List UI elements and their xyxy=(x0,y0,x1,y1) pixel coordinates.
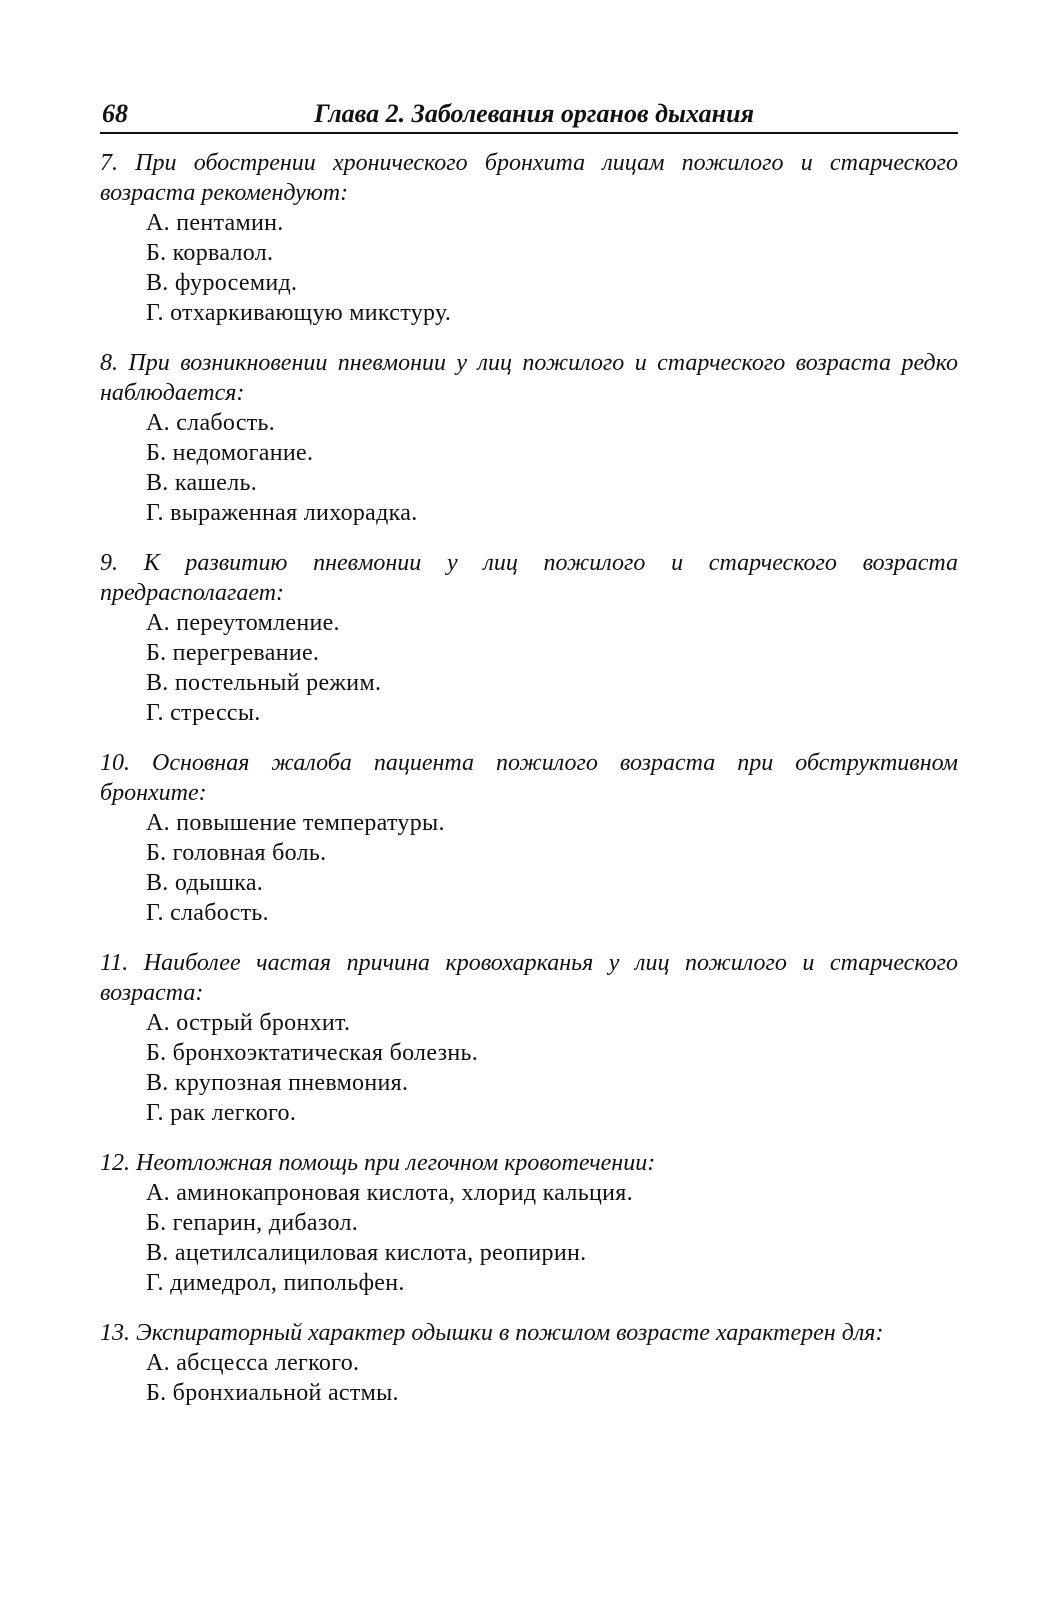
answer-option: Б. недомогание. xyxy=(146,440,314,466)
answer-option: Г. рак легкого. xyxy=(146,1100,297,1126)
answer-option: Б. корвалол. xyxy=(146,240,274,266)
page-number: 68 xyxy=(102,99,128,128)
answer-option: Б. гепарин, дибазол. xyxy=(146,1210,359,1236)
answer-option: А. переутомление. xyxy=(146,610,340,636)
question-list xyxy=(100,148,958,1408)
answer-option: В. кашель. xyxy=(146,470,258,496)
answer-options xyxy=(100,1008,958,1128)
answer-option: А. слабость. xyxy=(146,410,276,436)
question-11 xyxy=(100,948,958,1128)
answer-options xyxy=(100,1178,958,1298)
question-10 xyxy=(100,748,958,928)
answer-option: Б. перегревание. xyxy=(146,640,320,666)
question-13 xyxy=(100,1318,958,1408)
answer-option: Б. бронхоэктатическая болезнь. xyxy=(146,1040,479,1066)
answer-options xyxy=(100,408,958,528)
answer-option: В. одышка. xyxy=(146,870,264,896)
answer-options xyxy=(100,1348,958,1408)
answer-option: Г. слабость. xyxy=(146,900,269,926)
question-text: 8. При возникновении пневмонии у лиц пожилого и старческого возраста редко наблюдается: xyxy=(100,350,958,406)
running-header xyxy=(100,96,958,134)
answer-option: Г. отхаркивающую микстуру. xyxy=(146,300,452,326)
question-7 xyxy=(100,148,958,328)
answer-option: В. крупозная пневмония. xyxy=(146,1070,409,1096)
answer-options xyxy=(100,208,958,328)
answer-option: А. пентамин. xyxy=(146,210,284,236)
answer-option: В. ацетилсалициловая кислота, реопирин. xyxy=(146,1240,587,1266)
answer-option: А. повышение температуры. xyxy=(146,810,445,836)
question-9 xyxy=(100,548,958,728)
question-text: 11. Наиболее частая причина кровохарканья у лиц пожилого и старческого возраста: xyxy=(100,950,958,1006)
answer-option: В. постельный режим. xyxy=(146,670,382,696)
answer-option: Б. бронхиальной астмы. xyxy=(146,1380,399,1406)
question-text: 12. Неотложная помощь при легочном кровотечении: xyxy=(100,1150,656,1176)
answer-option: А. аминокапроновая кислота, хлорид кальция. xyxy=(146,1180,633,1206)
answer-option: Б. головная боль. xyxy=(146,840,327,866)
answer-option: В. фуросемид. xyxy=(146,270,298,296)
question-text: 7. При обострении хронического бронхита лицам пожилого и старческого возраста рекомендуют: xyxy=(100,150,958,206)
book-page xyxy=(100,96,958,1428)
question-8 xyxy=(100,348,958,528)
answer-option: Г. димедрол, пипольфен. xyxy=(146,1270,405,1296)
question-12 xyxy=(100,1148,958,1298)
question-text: 9. К развитию пневмонии у лиц пожилого и старческого возраста предрасполагает: xyxy=(100,550,958,606)
answer-option: А. острый бронхит. xyxy=(146,1010,351,1036)
answer-option: А. абсцесса легкого. xyxy=(146,1350,360,1376)
answer-option: Г. выраженная лихорадка. xyxy=(146,500,418,526)
answer-options xyxy=(100,808,958,928)
question-text: 10. Основная жалоба пациента пожилого возраста при обструктивном бронхите: xyxy=(100,750,958,806)
answer-options xyxy=(100,608,958,728)
chapter-title: Глава 2. Заболевания органов дыхания xyxy=(314,99,754,128)
answer-option: Г. стрессы. xyxy=(146,700,261,726)
question-text: 13. Экспираторный характер одышки в пожилом возрасте характерен для: xyxy=(100,1320,884,1346)
